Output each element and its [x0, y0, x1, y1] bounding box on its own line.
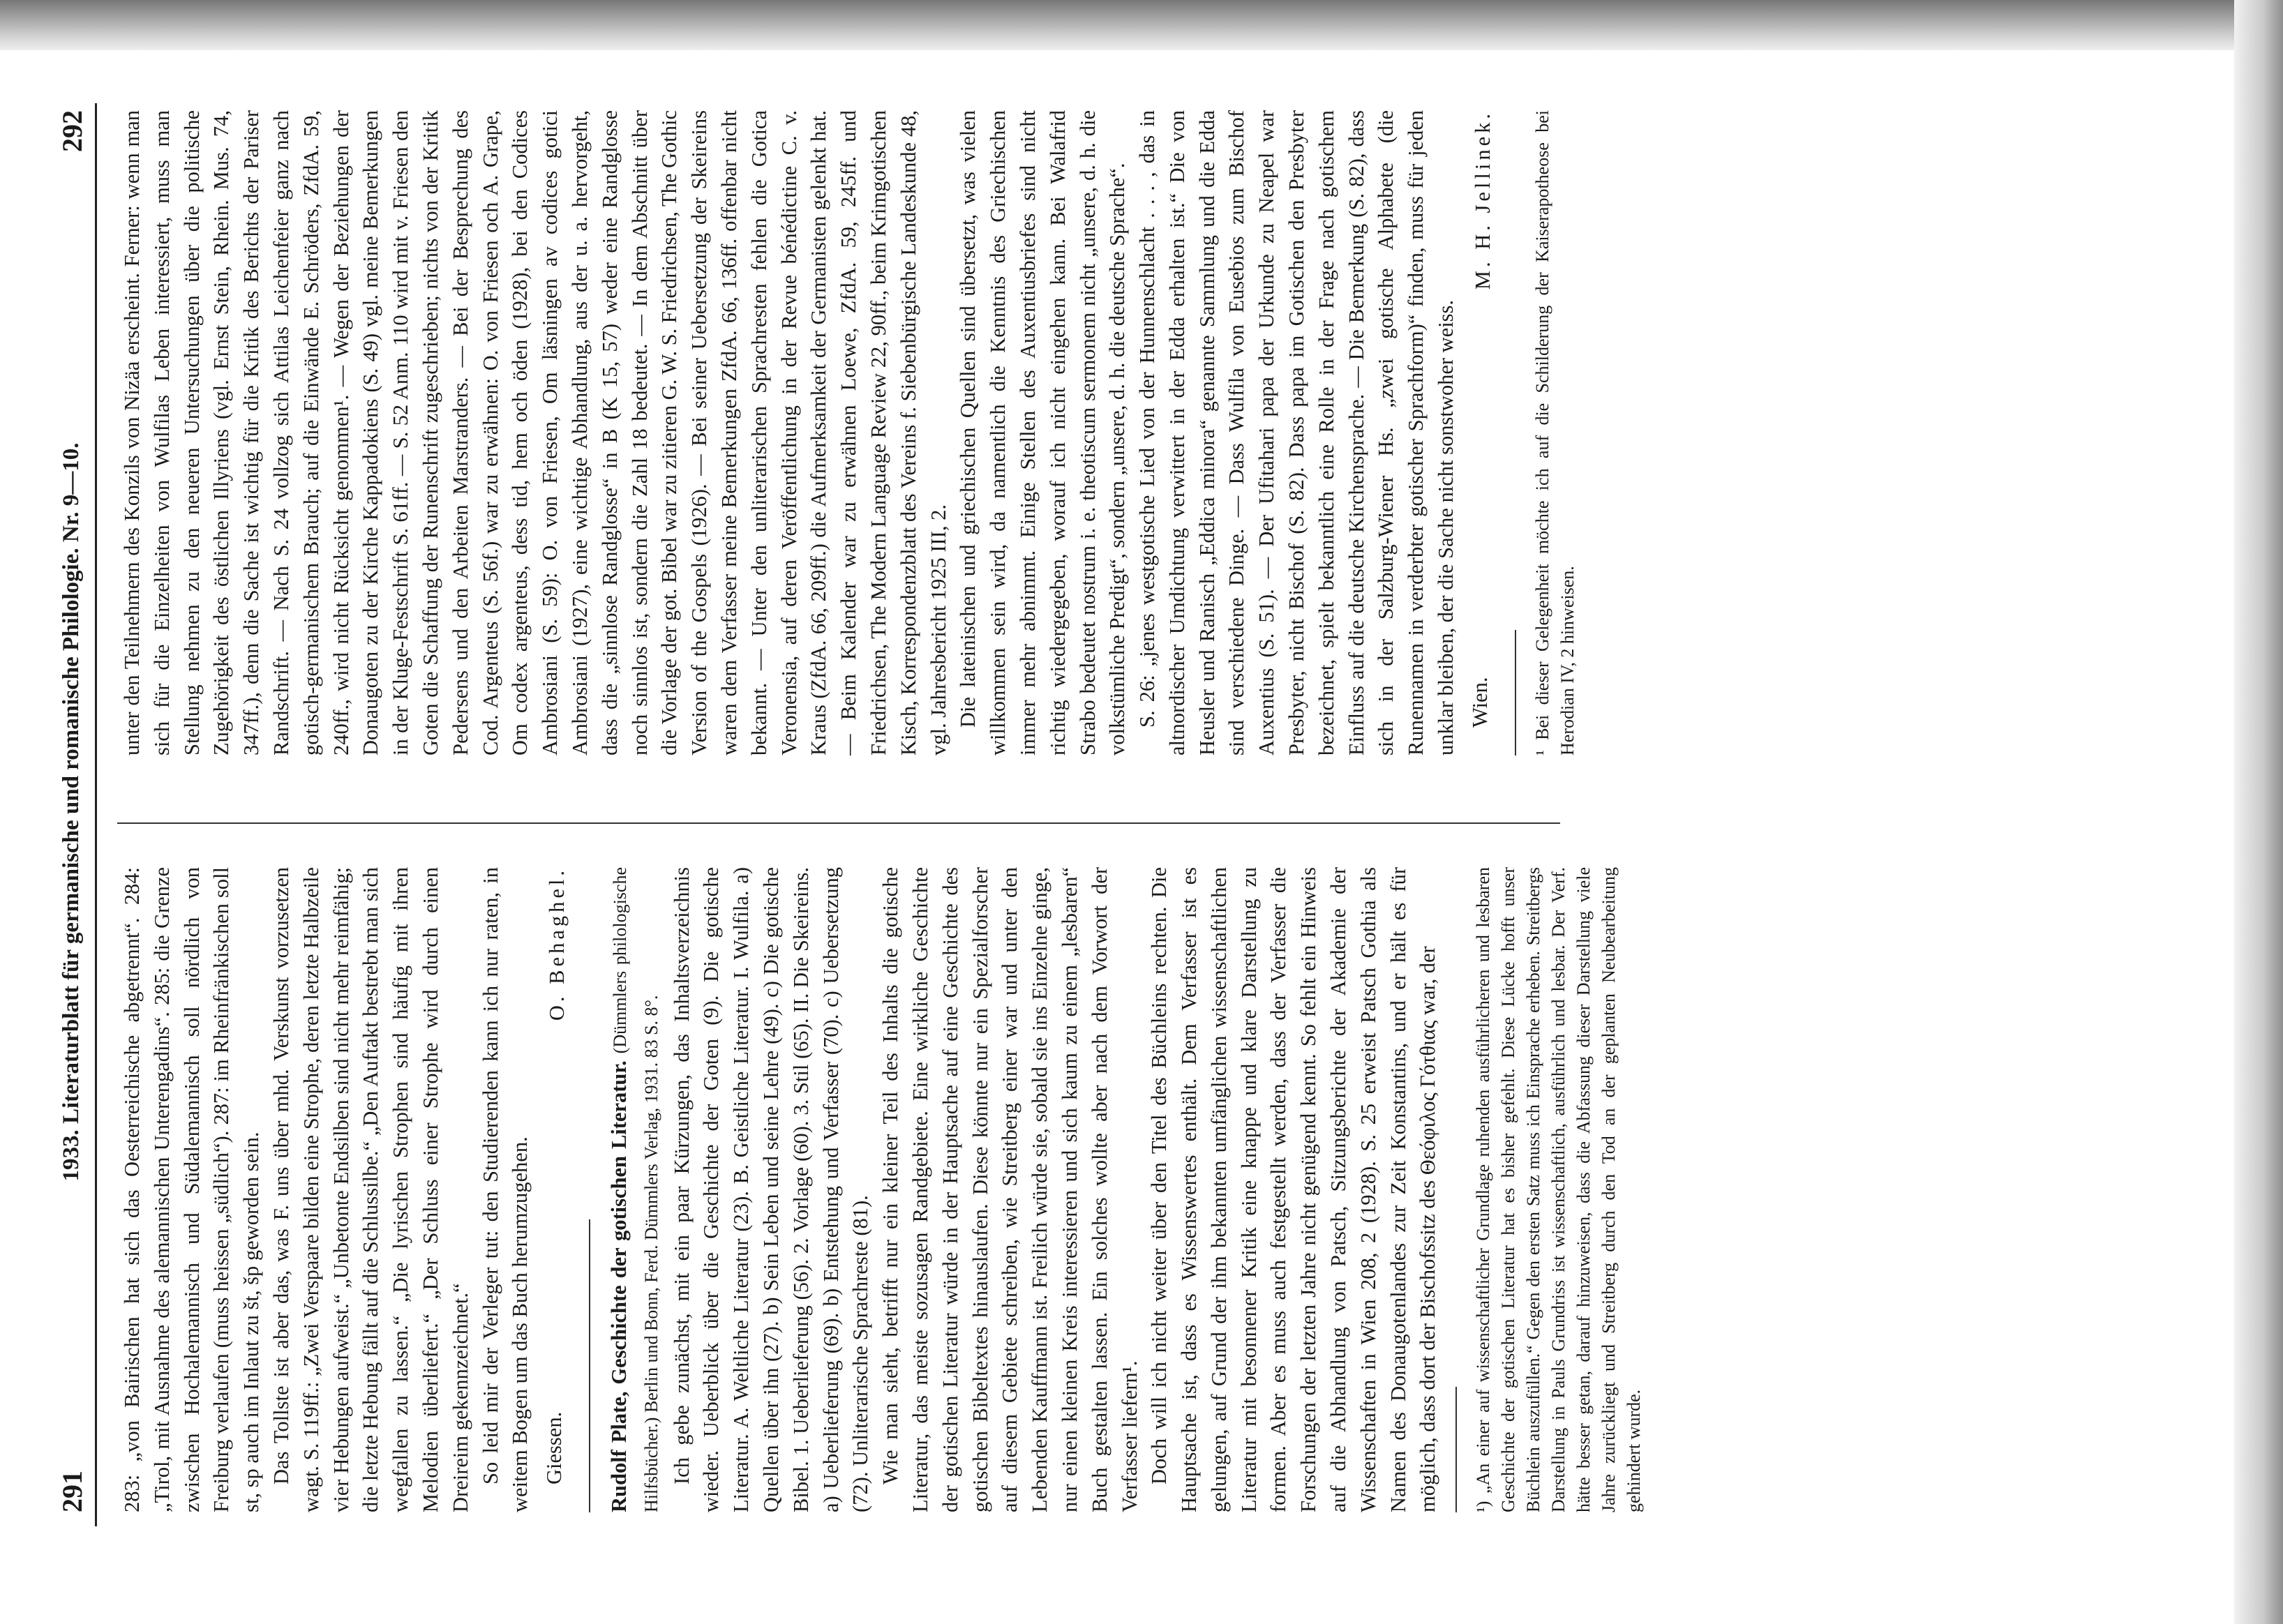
running-head [0, 0, 98, 1624]
place-name: Giessen. [542, 1411, 567, 1484]
paragraph: 283: „von Bairischen hat sich das Oesterreichische abgetrennt“. 284: „Tirol, mit Ausnahme des alemannischen Unterengadins“. 285: die Grenze zwischen Hochalemannisch und Südalemannisch soll nördlich von Freiburg verlaufen (muss heissen „südlich“). 287: im Rheinfränkischen soll st, sp auch im Inlaut zu št, šp geworden sein. [120, 867, 264, 1512]
left-column [117, 866, 1645, 1512]
paragraph: Ich gebe zunächst, mit ein paar Kürzungen, das Inhaltsverzeichnis wieder. Ueberblick über die Geschichte der Goten (9). Die gotische Literatur. A. Weltliche Literatur (23). B. Geistliche Literatur. I. Wulfila. a) Quellen über ihn (27). b) Sein Leben und seine Lehre (49). c) Die gotische Bibel. 1. Ueberlieferung (56). 2. Vorlage (60). 3. Stil (65). II. Die Skeireins. a) Ueberlieferung (69). b) Entstehung und Verfasser (70). c) Uebersetzung (72). Unliterarische Sprachreste (81). [669, 867, 873, 1512]
paragraph: unter den Teilnehmern des Konzils von Nizäa erscheint. Ferner: wenn man sich für die Einzelheiten von Wulfilas Leben interessiert, muss man Stellung nehmen zu den neueren Untersuchungen über die politische Zugehörigkeit des östlichen Illyriens (vgl. Ernst Stein, Rhein. Mus. 74, 347ff.), denn die Sache ist wichtig für die Kritik des Berichts der Pariser Randschrift. — Nach S. 24 vollzog sich Attilas Leichenfeier ganz nach gotisch-germanischem Brauch; auf die Einwände E. Schröders, ZfdA. 59, 240ff., wird nicht Rücksicht genommen¹. — Wegen der Beziehungen der Donaugoten zu der Kirche Kappadokiens (S. 49) vgl. meine Bemerkungen in der Kluge-Festschrift S. 61ff. — S. 52 Anm. 110 wird mit v. Friesen den Goten die Schaffung der Runenschrift zugeschrieben; nichts von der Kritik Pedersens und den Arbeiten Marstranders. — Bei der Besprechung des Cod. Argenteus (S. 56f.) war zu erwähnen: O. von Friesen och A. Grape, Om codex argenteus, dess tid, hem och öden (1928), bei den Codices Ambrosiani (S. 59): O. von Friesen, Om läsningen av codices gotici Ambrosiani (1927), eine wichtige Abhandlung, aus der u. a. hervorgeht, dass die „sinnlose Randglosse“ in B (K 15, 57) weder eine Randglosse noch sinnlos ist, sondern die Zahl 18 bedeutet. — In dem Abschnitt über die Vorlage der got. Bibel war zu zitieren G. W. S. Friedrichsen, The Gothic Version of the Gospels (1926). — Bei seiner Uebersetzung der Skeireins waren dem Verfasser meine Bemerkungen ZfdA. 66, 136ff. offenbar nicht bekannt. — Unter den unliterarischen Sprachresten fehlen die Gotica Veronensia, auf deren Veröffentlichung in der Revue bénédictine C. v. Kraus (ZfdA. 66, 209ff.) die Aufmerksamkeit der Germanisten gelenkt hat. — Beim Kalender war zu erwähnen Loewe, ZfdA. 59, 245ff. und Friedrichsen, The Modern Language Review 22, 90ff., beim Krimgotischen Kisch, Korrespondenzblatt des Vereins f. Siebenbürgische Landeskunde 48, vgl. Jahresbericht 1925 III, 2. [120, 110, 950, 755]
paragraph: Die lateinischen und griechischen Quellen sind übersetzt, was vielen willkommen sein wird, da namentlich die Kenntnis des Griechischen immer mehr abnimmt. Einige Stellen des Auxentiusbriefes sind nicht richtig wiedergegeben, worauf ich nicht eingehen kann. Bei Walafrid Strabo bedeutet nostrum i. e. theotiscum sermonem nicht „unsere, d. h. die volkstümliche Predigt“, sondern „unsere, d. h. die deutsche Sprache“. [956, 110, 1130, 755]
place-name: Wien. [1467, 677, 1492, 728]
header-rule [95, 103, 97, 1526]
paragraph: Das Tollste ist aber das, was F. uns über mhd. Verskunst vorzusetzen wagt. S. 119ff.: „Zwei Verspaare bilden eine Strophe, deren letzte Halbzeile vier Hebungen aufweist.“ „Unbetonte Endsilben sind nicht mehr reimfähig; die letzte Hebung fällt auf die Schlussilbe.“ „Den Auftakt bestrebt man sich wegfallen zu lassen.“ „Die lyrischen Strophen sind häufig mit ihren Melodien überliefert.“ „Der Schluss einer Strophe wird durch einen Dreireim gekennzeichnet.“ [269, 867, 472, 1512]
running-title: 1933. Literaturblatt für germanische und romanische Philologie. Nr. 9—10. [59, 442, 84, 1182]
paragraph: So leid mir der Verleger tut: den Studierenden kann ich nur raten, in weitem Bogen um das Buch herumzugehen. [478, 867, 532, 1512]
column-rule [117, 822, 1560, 824]
right-column [117, 110, 1578, 755]
review-heading [604, 867, 667, 1512]
paragraph: Wie man sieht, betrifft nur ein kleiner Teil des Inhalts die gotische Literatur, das meiste sozusagen Randgebiete. Eine wirkliche Geschichte der gotischen Literatur würde in der Hauptsache auf eine Geschichte des gotischen Bibeltextes hinauslaufen. Diese könnte nur ein Spezialforscher auf diesem Gebiete schreiben, wie Streitberg einer war und unter den Lebenden Kauffmann ist. Freilich würde sie, sobald sie ins Einzelne ginge, nur einen kleinen Kreis interessieren und sich kaum zu einem „lesbaren“ Buch gestalten lassen. Ein solches wollte aber nach dem Vorwort der Verfasser liefern¹. [878, 867, 1142, 1512]
footnote-divider [1515, 630, 1516, 755]
section-divider [589, 1219, 590, 1512]
page-number-left: 291 [57, 1471, 88, 1512]
author-signature: O. Behaghel. [545, 867, 569, 1021]
paragraph: Doch will ich nicht weiter über den Titel des Büchleins rechten. Die Hauptsache ist, dass es Wissenswertes enthält. Dem Verfasser ist es gelungen, auf Grund der ihm bekannten umfänglichen wissenschaftlichen Literatur mit besonnener Kritik eine knappe und klare Darstellung zu formen. Aber es muss auch festgestellt werden, dass der Verfasser die Forschungen der letzten Jahre nicht genügend kennt. So fehlt ein Hinweis auf die Abhandlung von Patsch, Sitzungsberichte der Akademie der Wissenschaften in Wien 208, 2 (1928). S. 25 erweist Patsch Gothia als Namen des Donaugotenlandes zur Zeit Konstantins, und er hält es für möglich, dass dort der Bischofssitz des Θεόφιλος Γότθιας war, der [1147, 867, 1440, 1512]
footnote: ¹) „An einer auf wissenschaftlicher Grundlage ruhenden ausführlicheren und lesbaren Geschichte der gotischen Literatur hat es bisher gefehlt. Diese Lücke hofft unser Büchlein auszufüllen.“ Gegen den ersten Satz muss ich Einsprache erheben. Streitbergs Darstellung in Pauls Grundriss ist wissenschaftlich, ausführlich und lesbar. Der Verf. hätte besser getan, darauf hinzuweisen, dass die Abfassung dieser Darstellung viele Jahre zurückliegt und Streitberg durch den Tod an der geplanten Neubearbeitung gehindert wurde. [1473, 867, 1645, 1512]
review-title: Rudolf Plate, Geschichte der gotischen Literatur. [606, 1060, 631, 1512]
signature-line [539, 867, 576, 1512]
signature-line [1465, 110, 1502, 755]
page-number-right: 292 [57, 110, 88, 152]
author-signature: M. H. Jellinek. [1470, 110, 1495, 290]
review-publication: (Dümmlers philologische Hilfsbücher.) Berlin und Bonn, Ferd. Dümmlers Verlag, 1931. 83 S. 8°. [609, 866, 661, 1512]
footnote: ¹ Bei dieser Gelegenheit möchte ich auf die Schilderung der Kaiserapotheose bei Herodian IV, 2 hinweisen. [1532, 110, 1578, 755]
footnote-divider [1455, 1387, 1457, 1512]
paragraph: S. 26: „jenes westgotische Lied von der Hunnenschlacht . . . , das in altnordischer Umdichtung verwittert in der Edda erhalten ist.“ Die von Heusler und Ranisch „Eddica minora“ genannte Sammlung und die Edda sind verschiedene Dinge. — Dass Wulfila von Eusebios zum Bischof Auxentius (S. 51). — Der Ufitahari papa der Urkunde zu Neapel war Presbyter, nicht Bischof (S. 82). Dass papa im Gotischen den Presbyter bezeichnet, spielt bekanntlich eine Rolle in der Frage nach gotischem Einfluss auf die deutsche Kirchensprache. — Die Bemerkung (S. 82), dass sich in der Salzburg-Wiener Hs. „zwei gotische Alphabete (die Runennamen in verderbter gotischer Sprachform)“ finden, muss für jeden unklar bleiben, der die Sache nicht sonstwoher weiss. [1135, 110, 1458, 755]
